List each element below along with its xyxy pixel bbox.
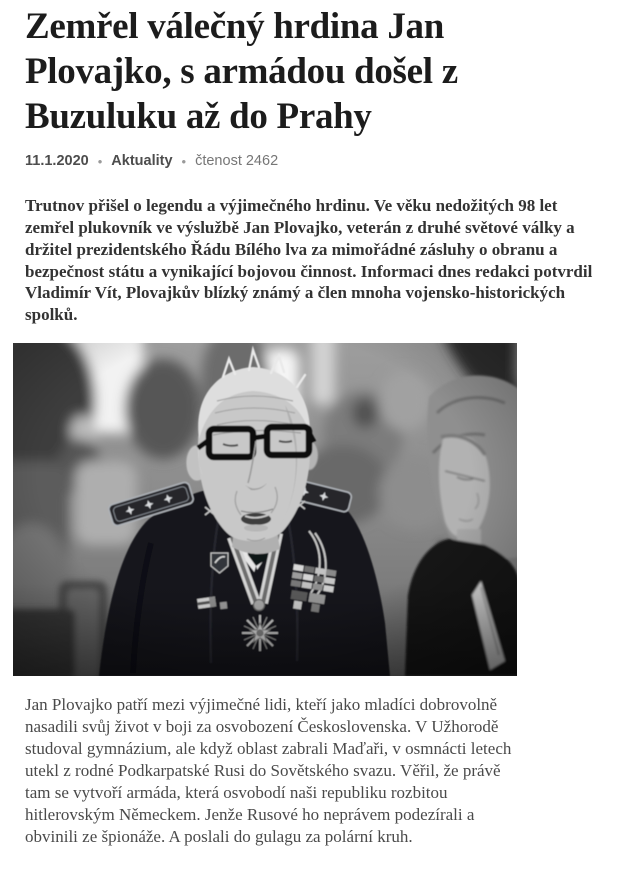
category-link[interactable]: Aktuality	[111, 153, 173, 170]
article-meta	[25, 153, 604, 169]
read-count: čtenost 2462	[195, 153, 279, 170]
publish-date: 11.1.2020	[25, 153, 89, 170]
lead-paragraph: Trutnov přišel o legendu a výjimečného hrdinu. Ve věku nedožitých 98 let zemřel plukovník ve výslužbě Jan Plovajko, veterán z druhé světové války a držitel prezidentského Řádu Bílého lva za mimořádné zásluhy o obranu a bezpečnost státu a vynikající bojovou činnost. Informaci dnes redakci potvrdil Vladimír Vít, Plovajkův blízký známý a člen mnoha vojensko-historických spolků.	[25, 196, 593, 325]
meta-separator-icon: •	[181, 153, 187, 169]
veteran-photo-illustration	[13, 343, 517, 676]
article-title: Zemřel válečný hrdina Jan Plovajko, s armádou došel z Buzuluku až do Prahy	[25, 6, 458, 138]
article-photo	[13, 343, 517, 676]
bottom-shade	[13, 583, 517, 676]
body-paragraph: Jan Plovajko patří mezi výjimečné lidi, kteří jako mladíci dobrovolně nasadili svůj život v boji za osvobození Československa. V Užhorodě studoval gymnázium, ale když oblast zabrali Maďaři, v osmnácti letech utekl z rodné Podkarpatské Rusi do Sovětského svazu. Věřil, že právě tam se vytvoří armáda, která osvobodí naši republiku rozbitou hitlerovským Německem. Jenže Rusové ho neprávem podezírali a obvinili ze špionáže. A poslali do gulagu za polární kruh.	[25, 694, 512, 847]
meta-separator-icon: •	[97, 153, 103, 169]
